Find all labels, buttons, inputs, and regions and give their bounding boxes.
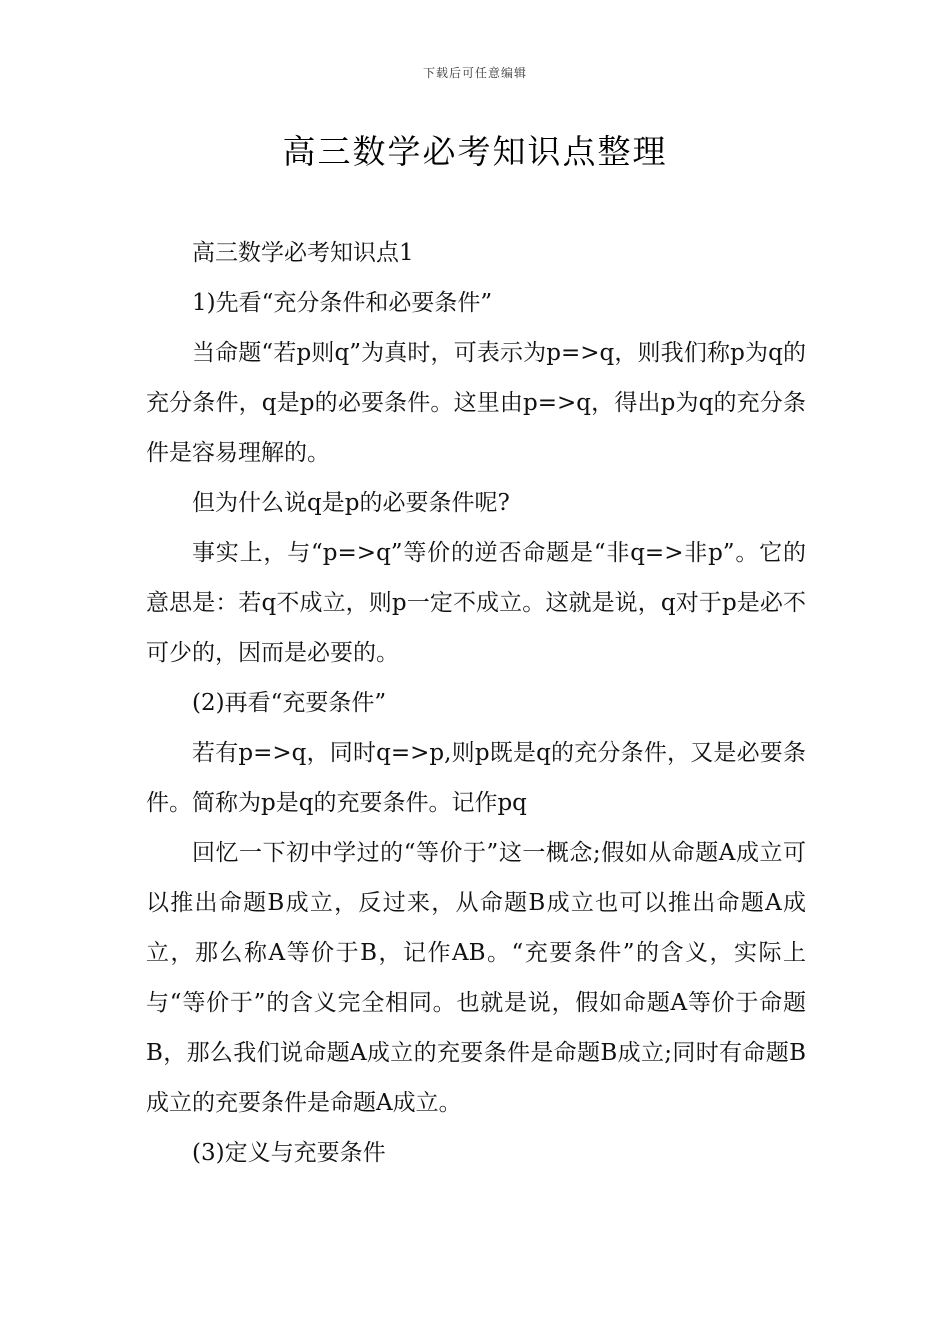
subsection-heading: (3)定义与充要条件 — [192, 1140, 386, 1166]
paragraph: 事实上，与“p=>q”等价的逆否命题是“非q=>非p”。它的意思是：若q不成立，则p一定不成立。这就是说，q对于p是必不可少的，因而是必要的。 — [146, 540, 806, 666]
paragraph: 当命题“若p则q”为真时，可表示为p=>q，则我们称p为q的充分条件，q是p的必要条件。这里由p=>q，得出p为q的充分条件是容易理解的。 — [146, 340, 806, 466]
paragraph: 回忆一下初中学过的“等价于”这一概念;假如从命题A成立可以推出命题B成立，反过来，从命题B成立也可以推出命题A成立，那么称A等价于B，记作AB。“充要条件”的含义，实际上与“等价于”的含义完全相同。也就是说，假如命题A等价于命题B，那么我们说命题A成立的充要条件是命题B成立;同时有命题B成立的充要条件是命题A成立。 — [146, 840, 806, 1116]
paragraph: 但为什么说q是p的必要条件呢? — [192, 490, 510, 516]
subsection-heading: (2)再看“充要条件” — [192, 690, 387, 716]
paragraph: 若有p=>q，同时q=>p,则p既是q的充分条件，又是必要条件。简称为p是q的充要条件。记作pq — [146, 740, 806, 816]
document-title: 高三数学必考知识点整理 — [282, 132, 668, 171]
document-body — [146, 228, 806, 1178]
subsection-heading: 1)先看“充分条件和必要条件” — [192, 290, 493, 316]
section-heading: 高三数学必考知识点1 — [192, 240, 414, 266]
header-note: 下载后可任意编辑 — [422, 66, 527, 80]
